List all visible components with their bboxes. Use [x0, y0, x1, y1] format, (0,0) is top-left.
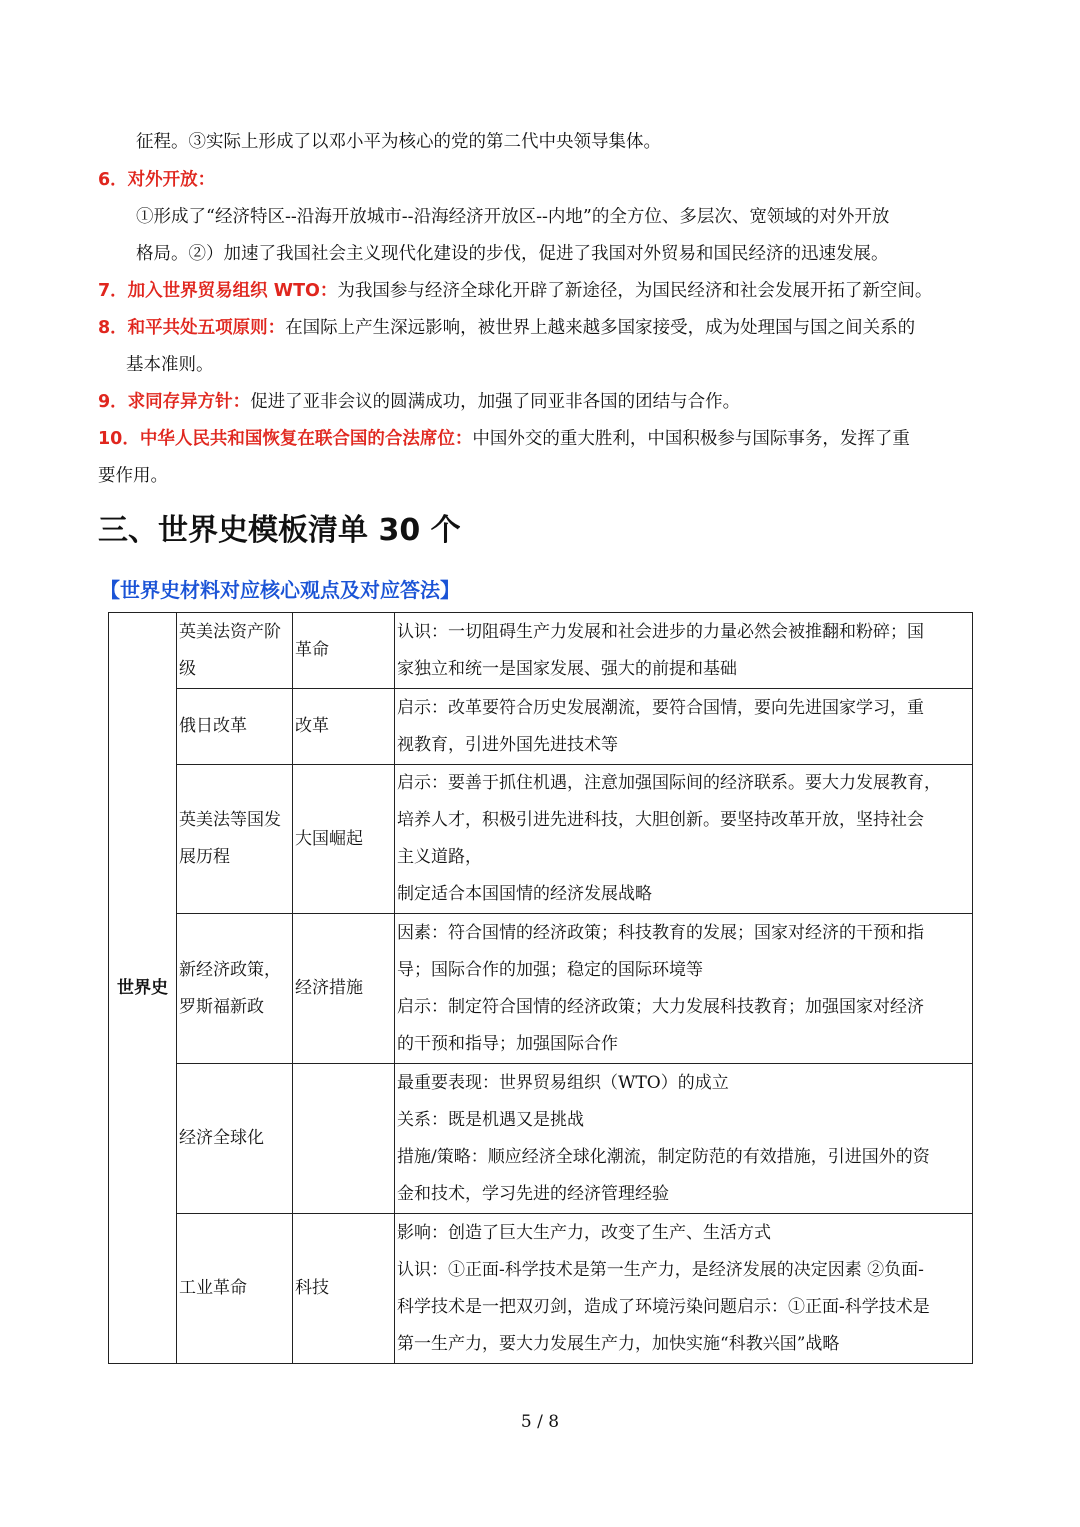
row-category: 科技 — [293, 1214, 395, 1364]
section-title: 三、世界史模板清单 30 个 — [98, 513, 461, 548]
desc-line: 主义道路， — [397, 847, 482, 867]
item-8 — [98, 310, 988, 347]
desc-line: 因素：符合国情的经济政策；科技教育的发展；国家对经济的干预和指 — [397, 922, 924, 943]
row-topic: 英美法等国发展历程 — [177, 765, 293, 914]
row-description — [395, 914, 973, 1064]
desc-line: 关系：既是机遇又是挑战 — [397, 1109, 584, 1130]
desc-line: 金和技术，学习先进的经济管理经验 — [397, 1183, 669, 1204]
row-topic: 工业革命 — [177, 1214, 293, 1364]
table-row — [109, 613, 973, 689]
item-9-label: 9．求同存异方针： — [98, 392, 251, 412]
item-7-label: 7．加入世界贸易组织 WTO： — [98, 281, 338, 301]
intro-line: 征程。③实际上形成了以邓小平为核心的党的第二代中央领导集体。 — [136, 132, 661, 152]
row-category: 经济措施 — [293, 914, 395, 1064]
row-topic: 俄日改革 — [177, 689, 293, 765]
side-label: 世界史 — [109, 613, 177, 1364]
desc-line: 导；国际合作的加强；稳定的国际环境等 — [397, 959, 703, 980]
world-history-table — [108, 612, 973, 1364]
item-10-label: 10．中华人民共和国恢复在联合国的合法席位： — [98, 429, 473, 449]
row-description — [395, 1214, 973, 1364]
row-category: 革命 — [293, 613, 395, 689]
item-10-continuation: 要作用。 — [98, 466, 168, 486]
desc-line: 视教育，引进外国先进技术等 — [397, 734, 618, 755]
item-7 — [98, 273, 988, 310]
item-9-text: 促进了亚非会议的圆满成功，加强了同亚非各国的团结与合作。 — [250, 392, 741, 412]
desc-line: 制定适合本国国情的经济发展战略 — [397, 884, 652, 904]
table-row — [109, 689, 973, 765]
item-6-label: 6．对外开放： — [98, 170, 216, 190]
desc-line: 家独立和统一是国家发展、强大的前提和基础 — [397, 658, 737, 679]
table-row — [109, 765, 973, 914]
desc-line: 启示：制定符合国情的经济政策；大力发展科技教育；加强国家对经济 — [397, 996, 924, 1017]
item-6-heading — [98, 162, 988, 199]
item-6-body-line-1: ①形成了“经济特区--沿海开放城市--沿海经济开放区--内地”的全方位、多层次、宽领域的对外开放 — [136, 207, 890, 227]
item-8-text: 在国际上产生深远影响，被世界上越来越多国家接受，成为处理国与国之间关系的 — [285, 318, 916, 338]
row-description — [395, 765, 973, 914]
item-9 — [98, 384, 988, 421]
row-topic: 新经济政策，罗斯福新政 — [177, 914, 293, 1064]
item-8-label: 8．和平共处五项原则： — [98, 318, 286, 338]
row-description — [395, 1064, 973, 1214]
item-10 — [98, 421, 988, 458]
desc-line: 培养人才，积极引进先进科技，大胆创新。要坚持改革开放，坚持社会 — [397, 810, 924, 830]
page-number: 5 / 8 — [520, 1412, 560, 1432]
table-row — [109, 1214, 973, 1364]
desc-line: 措施/策略：顺应经济全球化潮流，制定防范的有效措施，引进国外的资 — [397, 1146, 930, 1167]
table-row — [109, 914, 973, 1064]
desc-line: 影响：创造了巨大生产力，改变了生产、生活方式 — [397, 1222, 771, 1243]
table-heading: 【世界史材料对应核心观点及对应答法】 — [100, 578, 460, 602]
desc-line: 最重要表现：世界贸易组织（WTO）的成立 — [397, 1072, 729, 1093]
row-description — [395, 613, 973, 689]
item-8-continuation: 基本准则。 — [126, 355, 214, 375]
desc-line: 认识：①正面-科学技术是第一生产力，是经济发展的决定因素 ②负面- — [397, 1259, 924, 1280]
item-10-text: 中国外交的重大胜利，中国积极参与国际事务，发挥了重 — [472, 429, 910, 449]
desc-line: 第一生产力，要大力发展生产力，加快实施“科教兴国”战略 — [397, 1333, 840, 1354]
desc-line: 科学技术是一把双刃剑，造成了环境污染问题启示：①正面-科学技术是 — [397, 1296, 930, 1317]
row-topic: 英美法资产阶级 — [177, 613, 293, 689]
row-topic: 经济全球化 — [177, 1064, 293, 1214]
row-category: 大国崛起 — [293, 765, 395, 914]
item-7-text: 为我国参与经济全球化开辟了新途径，为国民经济和社会发展开拓了新空间。 — [337, 281, 933, 301]
desc-line: 启示：改革要符合历史发展潮流，要符合国情，要向先进国家学习，重 — [397, 697, 924, 718]
table-row — [109, 1064, 973, 1214]
row-category: 改革 — [293, 689, 395, 765]
desc-line: 启示：要善于抓住机遇，注意加强国际间的经济联系。要大力发展教育， — [397, 773, 941, 793]
row-description — [395, 689, 973, 765]
item-6-body-line-2: 格局。②）加速了我国社会主义现代化建设的步伐，促进了我国对外贸易和国民经济的迅速发展。 — [136, 244, 889, 264]
desc-line: 认识：一切阻碍生产力发展和社会进步的力量必然会被推翻和粉碎；国 — [397, 621, 924, 642]
desc-line: 的干预和指导；加强国际合作 — [397, 1033, 618, 1054]
row-category — [293, 1064, 395, 1214]
